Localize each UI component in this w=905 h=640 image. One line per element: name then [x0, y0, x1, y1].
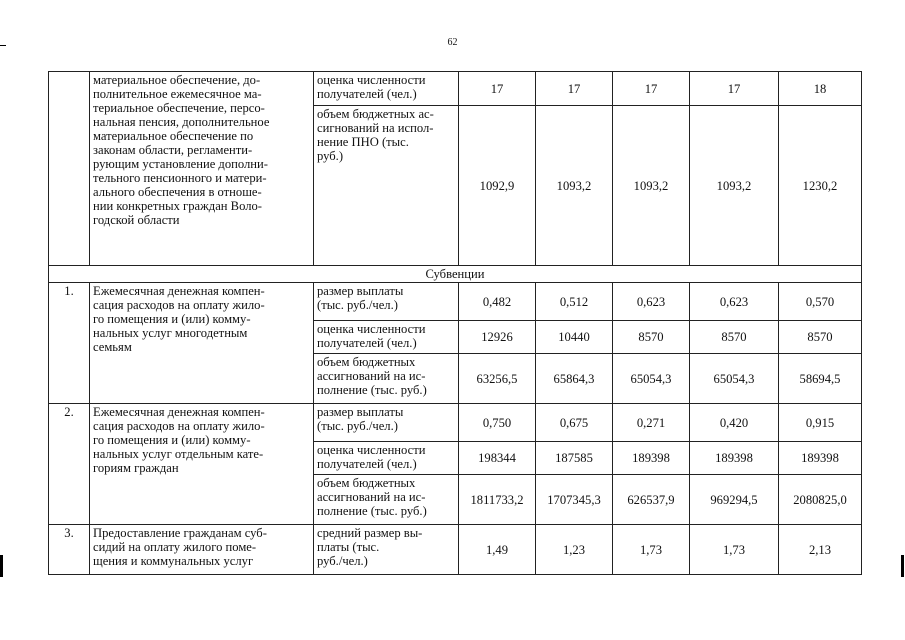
right-edge-bar	[901, 555, 904, 577]
description-line: тельного пенсионного и матери-	[93, 171, 267, 185]
indicator-line: сигнований на испол-	[317, 121, 434, 135]
table-body	[49, 72, 862, 575]
value-cell: 626537,9	[613, 475, 690, 525]
indicator-line: оценка численности	[317, 322, 426, 336]
value-cell: 1093,2	[536, 106, 613, 266]
indicator-line: (тыс. руб./чел.)	[317, 298, 398, 312]
value-cell: 1,23	[536, 525, 613, 575]
value-cell: 8570	[779, 321, 862, 354]
description-line: гориям граждан	[93, 461, 179, 475]
page-number: 62	[447, 37, 458, 48]
description-line: сация расходов на оплату жило-	[93, 419, 265, 433]
row-number: 2.	[49, 404, 90, 525]
value-cell: 0,623	[613, 283, 690, 321]
row-description	[90, 72, 314, 266]
value-cell: 198344	[459, 442, 536, 475]
description-line: Предоставление гражданам суб-	[93, 526, 267, 540]
value-cell: 1,73	[613, 525, 690, 575]
value-cell: 1707345,3	[536, 475, 613, 525]
value-cell: 17	[536, 72, 613, 106]
value-cell: 0,675	[536, 404, 613, 442]
value-cell: 8570	[613, 321, 690, 354]
description-line: Ежемесячная денежная компен-	[93, 405, 265, 419]
indicator-line: получателей (чел.)	[317, 457, 417, 471]
value-cell: 2080825,0	[779, 475, 862, 525]
value-cell: 1093,2	[690, 106, 779, 266]
indicator-cell	[314, 442, 459, 475]
description-line: териальное обеспечение, персо-	[93, 101, 265, 115]
description-line: го помещения и (или) комму-	[93, 312, 251, 326]
indicator-line: нение ПНО (тыс.	[317, 135, 409, 149]
value-cell: 0,750	[459, 404, 536, 442]
value-cell: 0,512	[536, 283, 613, 321]
indicator-line: платы (тыс.	[317, 540, 380, 554]
value-cell: 63256,5	[459, 354, 536, 404]
value-cell: 58694,5	[779, 354, 862, 404]
value-cell: 189398	[613, 442, 690, 475]
indicator-cell	[314, 72, 459, 106]
description-line: полнительное ежемесячное ма-	[93, 87, 262, 101]
row-number: 1.	[49, 283, 90, 404]
value-cell: 17	[613, 72, 690, 106]
table-row	[49, 525, 862, 575]
description-line: нальная пенсия, дополнительное	[93, 115, 270, 129]
indicator-cell	[314, 404, 459, 442]
value-cell: 1,73	[690, 525, 779, 575]
row-description	[90, 283, 314, 404]
value-cell: 65054,3	[690, 354, 779, 404]
value-cell: 17	[690, 72, 779, 106]
indicator-cell	[314, 354, 459, 404]
row-number: 3.	[49, 525, 90, 575]
indicator-line: оценка численности	[317, 443, 426, 457]
value-cell: 189398	[690, 442, 779, 475]
value-cell: 65864,3	[536, 354, 613, 404]
value-cell: 12926	[459, 321, 536, 354]
description-line: нии конкретных граждан Воло-	[93, 199, 262, 213]
indicator-line: получателей (чел.)	[317, 87, 417, 101]
indicator-line: оценка численности	[317, 73, 426, 87]
indicator-line: размер выплаты	[317, 284, 404, 298]
description-line: Ежемесячная денежная компен-	[93, 284, 265, 298]
value-cell: 0,271	[613, 404, 690, 442]
description-line: сация расходов на оплату жило-	[93, 298, 265, 312]
indicator-line: полнение (тыс. руб.)	[317, 504, 427, 518]
indicator-line: ассигнований на ис-	[317, 490, 426, 504]
value-cell: 189398	[779, 442, 862, 475]
value-cell: 0,915	[779, 404, 862, 442]
indicator-cell	[314, 525, 459, 575]
left-edge-tick	[0, 45, 6, 46]
table-row	[49, 404, 862, 442]
budget-table	[48, 71, 862, 575]
row-description	[90, 404, 314, 525]
indicator-line: (тыс. руб./чел.)	[317, 419, 398, 433]
description-line: щения и коммунальных услуг	[93, 554, 254, 568]
value-cell: 10440	[536, 321, 613, 354]
indicator-line: объем бюджетных	[317, 476, 416, 490]
table-row	[49, 283, 862, 321]
indicator-line: полнение (тыс. руб.)	[317, 383, 427, 397]
value-cell: 1093,2	[613, 106, 690, 266]
description-line: семьям	[93, 340, 132, 354]
indicator-line: объем бюджетных	[317, 355, 416, 369]
indicator-line: объем бюджетных ас-	[317, 107, 434, 121]
section-title: Субвенции	[49, 266, 862, 283]
value-cell: 1,49	[459, 525, 536, 575]
indicator-cell	[314, 283, 459, 321]
value-cell: 1092,9	[459, 106, 536, 266]
indicator-line: руб./чел.)	[317, 554, 368, 568]
value-cell: 65054,3	[613, 354, 690, 404]
description-line: материальное обеспечение, до-	[93, 73, 261, 87]
description-line: материальное обеспечение по	[93, 129, 254, 143]
value-cell: 0,570	[779, 283, 862, 321]
description-line: годской области	[93, 213, 180, 227]
value-cell: 187585	[536, 442, 613, 475]
value-cell: 0,482	[459, 283, 536, 321]
description-line: нальных услуг отдельным кате-	[93, 447, 264, 461]
description-line: законам области, регламенти-	[93, 143, 253, 157]
value-cell: 18	[779, 72, 862, 106]
description-line: рующим установление дополни-	[93, 157, 268, 171]
indicator-cell	[314, 475, 459, 525]
description-line: ального обеспечения в отноше-	[93, 185, 262, 199]
indicator-line: размер выплаты	[317, 405, 404, 419]
row-number	[49, 72, 90, 266]
value-cell: 17	[459, 72, 536, 106]
indicator-line: получателей (чел.)	[317, 336, 417, 350]
section-row	[49, 266, 862, 283]
left-edge-bar	[0, 555, 3, 577]
value-cell: 1230,2	[779, 106, 862, 266]
table-row	[49, 72, 862, 106]
value-cell: 8570	[690, 321, 779, 354]
description-line: сидий на оплату жилого поме-	[93, 540, 257, 554]
value-cell: 2,13	[779, 525, 862, 575]
indicator-line: руб.)	[317, 149, 344, 163]
indicator-cell	[314, 321, 459, 354]
value-cell: 0,623	[690, 283, 779, 321]
description-line: го помещения и (или) комму-	[93, 433, 251, 447]
description-line: нальных услуг многодетным	[93, 326, 248, 340]
row-description	[90, 525, 314, 575]
indicator-cell	[314, 106, 459, 266]
indicator-line: средний размер вы-	[317, 526, 423, 540]
value-cell: 1811733,2	[459, 475, 536, 525]
value-cell: 0,420	[690, 404, 779, 442]
indicator-line: ассигнований на ис-	[317, 369, 426, 383]
value-cell: 969294,5	[690, 475, 779, 525]
